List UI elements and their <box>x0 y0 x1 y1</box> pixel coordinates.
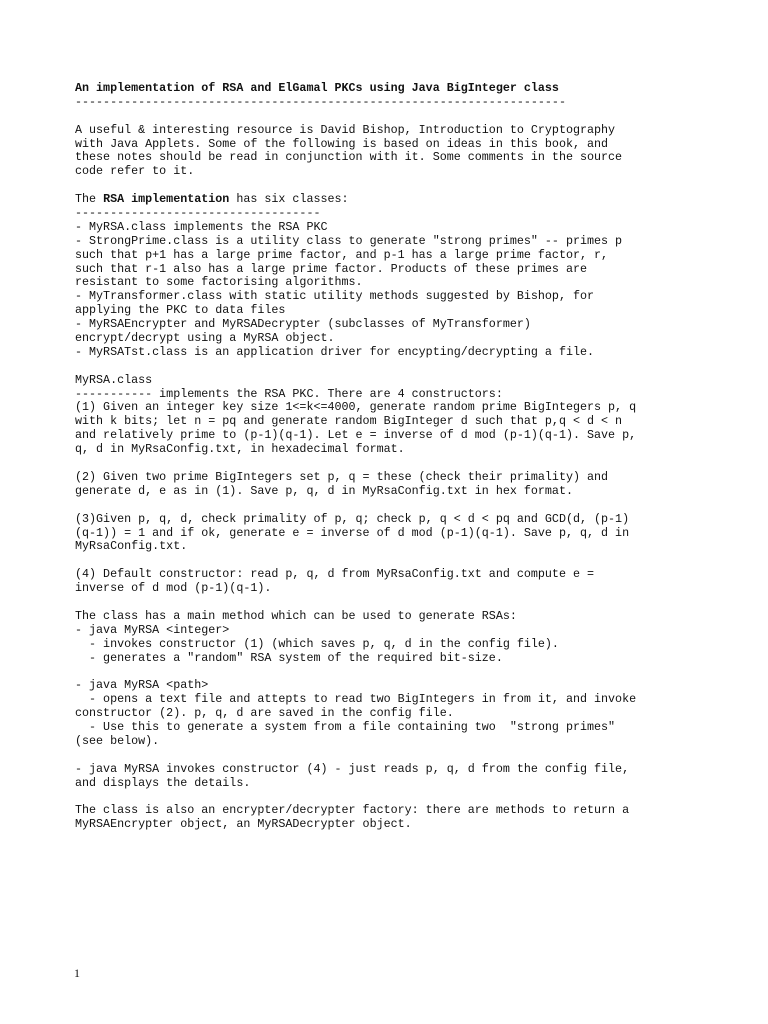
text-line <box>75 665 715 679</box>
text-line: generate d, e as in (1). Save p, q, d in MyRsaConfig.txt in hex format. <box>75 483 573 498</box>
text-line: ----------------------------------- <box>75 206 321 221</box>
text-line: MyRSA.class <box>75 372 153 387</box>
text-line: these notes should be read in conjunction with it. Some comments in the source <box>75 150 623 165</box>
text-line: MyRsaConfig.txt. <box>75 539 188 554</box>
text-line: encrypt/decrypt using a MyRSA object. <box>75 331 335 346</box>
text-line <box>75 360 715 374</box>
text-line: The class has a main method which can be used to generate RSAs: <box>75 608 517 623</box>
text-line: MyRSAEncrypter object, an MyRSADecrypter object. <box>75 817 412 832</box>
text-line <box>75 110 715 124</box>
text-line: code refer to it. <box>75 164 195 179</box>
text-line: with k bits; let n = pq and generate random BigInteger d such that p,q < d < n <box>75 414 623 429</box>
text-line: (3)Given p, q, d, check primality of p, q; check p, q < d < pq and GCD(d, (p-1) <box>75 511 630 526</box>
bold-text: RSA implementation <box>103 192 230 207</box>
text-line: (2) Given two prime BigIntegers set p, q = these (check their primality) and <box>75 469 609 484</box>
text-line: ----------- implements the RSA PKC. There are 4 constructors: <box>75 386 503 401</box>
text-line: (1) Given an integer key size 1<=k<=4000, generate random prime BigIntegers p, q <box>75 400 637 415</box>
text-line: - opens a text file and attepts to read two BigIntegers in from it, and invoke <box>75 692 637 707</box>
text-line: (see below). <box>75 733 160 748</box>
text-line <box>75 790 715 804</box>
text-line: applying the PKC to data files <box>75 303 286 318</box>
text-line: ---------------------------------------------------------------------- <box>75 94 566 109</box>
text-line: - MyRSAEncrypter and MyRSADecrypter (subclasses of MyTransformer) <box>75 317 531 332</box>
text-line <box>75 499 715 513</box>
document-title: An implementation of RSA and ElGamal PKCs using Java BigInteger class <box>75 81 559 95</box>
text-line: - StrongPrime.class is a utility class to generate "strong primes" -- primes p <box>75 233 623 248</box>
text-line: - MyRSATst.class is an application driver for encypting/decrypting a file. <box>75 344 595 359</box>
line-segment: The <box>75 192 104 207</box>
text-line: (q-1)) = 1 and if ok, generate e = inverse of d mod (p-1)(q-1). Save p, q, d in <box>75 525 630 540</box>
text-line <box>75 193 715 207</box>
text-line: resistant to some factorising algorithms. <box>75 275 363 290</box>
text-line <box>75 554 715 568</box>
text-line: - java MyRSA <path> <box>75 678 209 693</box>
text-line <box>75 179 715 193</box>
text-line: constructor (2). p, q, d are saved in the config file. <box>75 706 454 721</box>
text-line: - Use this to generate a system from a file containing two "strong primes" <box>75 719 616 734</box>
text-line: such that p+1 has a large prime factor, and p-1 has a large prime factor, r, <box>75 247 609 262</box>
page-number: 1 <box>74 966 80 980</box>
text-line: with Java Applets. Some of the following is based on ideas in this book, and <box>75 136 609 151</box>
text-line: - generates a "random" RSA system of the required bit-size. <box>75 650 503 665</box>
text-line: - invokes constructor (1) (which saves p, q, d in the config file). <box>75 636 559 651</box>
text-line: q, d in MyRsaConfig.txt, in hexadecimal format. <box>75 442 405 457</box>
text-line: inverse of d mod (p-1)(q-1). <box>75 581 272 596</box>
text-line: - java MyRSA <integer> <box>75 622 230 637</box>
document-body <box>75 82 715 832</box>
text-line <box>75 457 715 471</box>
text-line: The class is also an encrypter/decrypter factory: there are methods to return a <box>75 803 630 818</box>
text-line <box>75 596 715 610</box>
text-line: (4) Default constructor: read p, q, d from MyRsaConfig.txt and compute e = <box>75 567 595 582</box>
text-line: such that r-1 also has a large prime factor. Products of these primes are <box>75 261 587 276</box>
line-segment: has six classes: <box>229 192 349 207</box>
text-line: A useful & interesting resource is David Bishop, Introduction to Cryptography <box>75 122 616 137</box>
text-line: - MyRSA.class implements the RSA PKC <box>75 219 328 234</box>
text-line: and displays the details. <box>75 775 251 790</box>
text-line <box>75 749 715 763</box>
text-line: - MyTransformer.class with static utility methods suggested by Bishop, for <box>75 289 595 304</box>
text-line: - java MyRSA invokes constructor (4) - just reads p, q, d from the config file, <box>75 761 630 776</box>
text-line: and relatively prime to (p-1)(q-1). Let e = inverse of d mod (p-1)(q-1). Save p, <box>75 428 637 443</box>
